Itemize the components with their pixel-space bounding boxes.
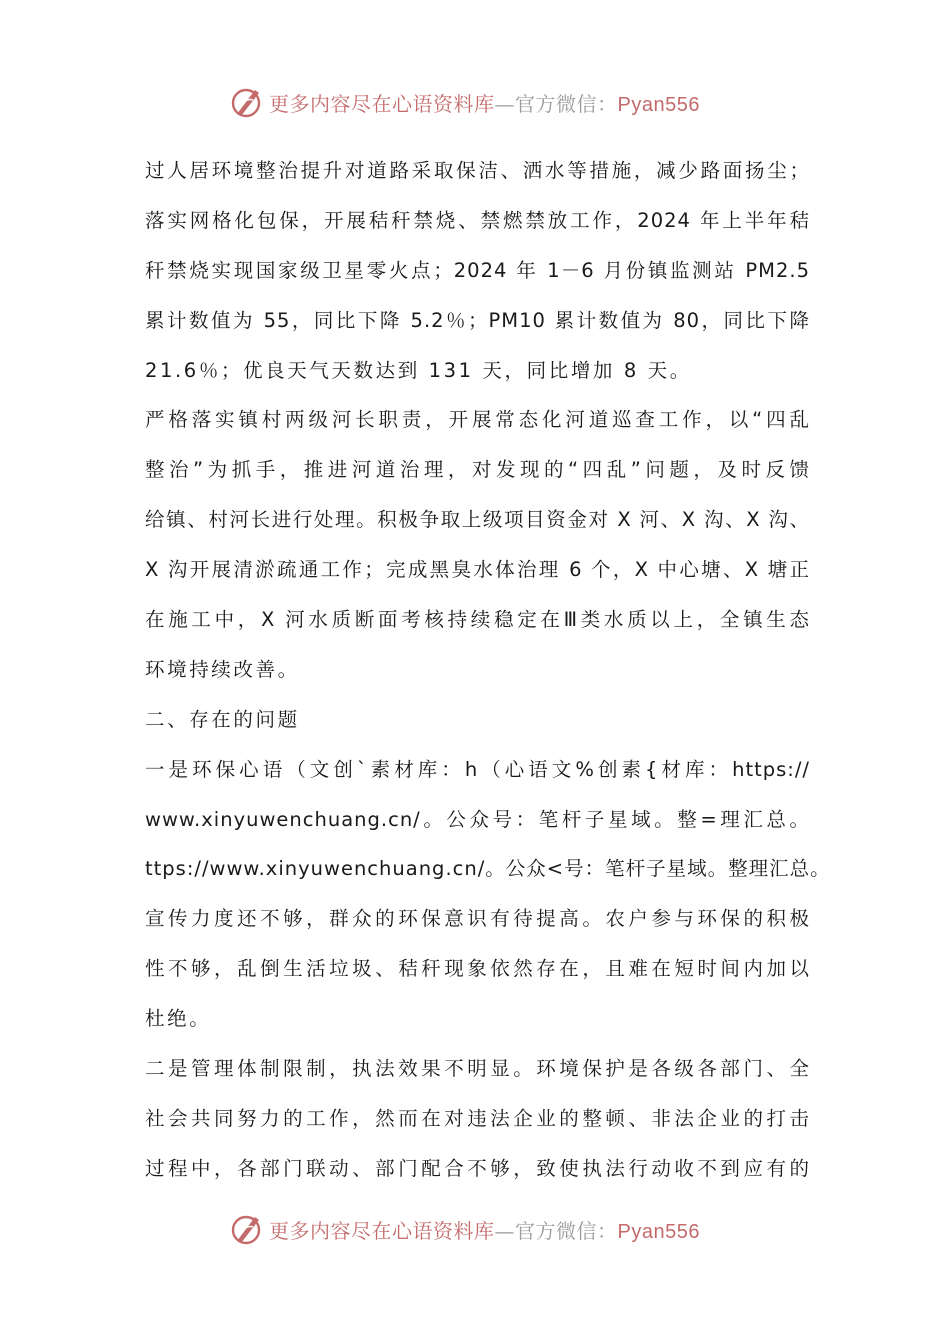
text-line: 过程中，各部门联动、部门配合不够，致使执法行动收不到应有的 (145, 1156, 810, 1180)
text-line: www.xinyuwenchuang.cn/。公众号：笔杆子星域。整=理汇总。 (145, 807, 810, 831)
text-line: 给镇、村河长进行处理。积极争取上级项目资金对 X 河、X 沟、X 沟、 (145, 508, 810, 532)
banner-wechat-label: 官方微信： (515, 1218, 618, 1243)
text-line: 秆禁烧实现国家级卫星零火点；2024 年 1－6 月份镇监测站 PM2.5 (145, 258, 810, 282)
text-line: ttps://www.xinyuwenchuang.cn/。公众<号：笔杆子星域。整理汇总。 (145, 857, 831, 881)
text-line: 二是管理体制限制，执法效果不明显。环境保护是各级各部门、全 (145, 1057, 810, 1081)
pen-circle-logo-icon (229, 84, 265, 120)
banner-site-text: 更多内容尽在心语资料库 (269, 91, 495, 116)
section-heading: 二、存在的问题 (145, 707, 300, 731)
text-line: 杜绝。 (145, 1007, 212, 1031)
text-line: 性不够，乱倒生活垃圾、秸秆现象依然存在，且难在短时间内加以 (145, 957, 810, 981)
document-body (145, 146, 831, 1194)
text-line: 21.6％；优良天气天数达到 131 天，同比增加 8 天。 (145, 358, 692, 382)
pen-circle-logo-icon (229, 1211, 265, 1247)
banner-text (269, 1215, 700, 1244)
banner-wechat-id: Pyan556 (617, 1220, 700, 1243)
banner-wechat-id: Pyan556 (617, 93, 700, 116)
text-line: 社会共同努力的工作，然而在对违法企业的整顿、非法企业的打击 (145, 1106, 810, 1130)
banner-dash: — (494, 1218, 515, 1243)
footer-banner (229, 1209, 700, 1249)
text-line: 整治”为抓手，推进河道治理，对发现的“四乱”问题，及时反馈 (145, 458, 810, 482)
text-line: 累计数值为 55，同比下降 5.2％；PM10 累计数值为 80，同比下降 (145, 308, 810, 332)
text-line: 在施工中，X 河水质断面考核持续稳定在Ⅲ类水质以上，全镇生态 (145, 608, 810, 632)
text-line: 环境持续改善。 (145, 657, 300, 681)
banner-site-text: 更多内容尽在心语资料库 (269, 1218, 495, 1243)
banner-wechat-label: 官方微信： (515, 91, 618, 116)
text-line: 一是环保心语（文创`素材库：h（心语文%创素{材库：https:// (145, 757, 810, 781)
text-line: X 沟开展清淤疏通工作；完成黑臭水体治理 6 个，X 中心塘、X 塘正 (145, 558, 810, 582)
text-line: 严格落实镇村两级河长职责，开展常态化河道巡查工作，以“四乱 (145, 408, 810, 432)
text-line: 宣传力度还不够，群众的环保意识有待提高。农户参与环保的积极 (145, 907, 810, 931)
header-banner (229, 82, 700, 122)
text-line: 过人居环境整治提升对道路采取保洁、洒水等措施，减少路面扬尘； (145, 159, 810, 182)
text-line: 落实网格化包保，开展秸秆禁烧、禁燃禁放工作，2024 年上半年秸 (145, 208, 810, 232)
banner-dash: — (494, 91, 515, 116)
banner-text (269, 88, 700, 117)
